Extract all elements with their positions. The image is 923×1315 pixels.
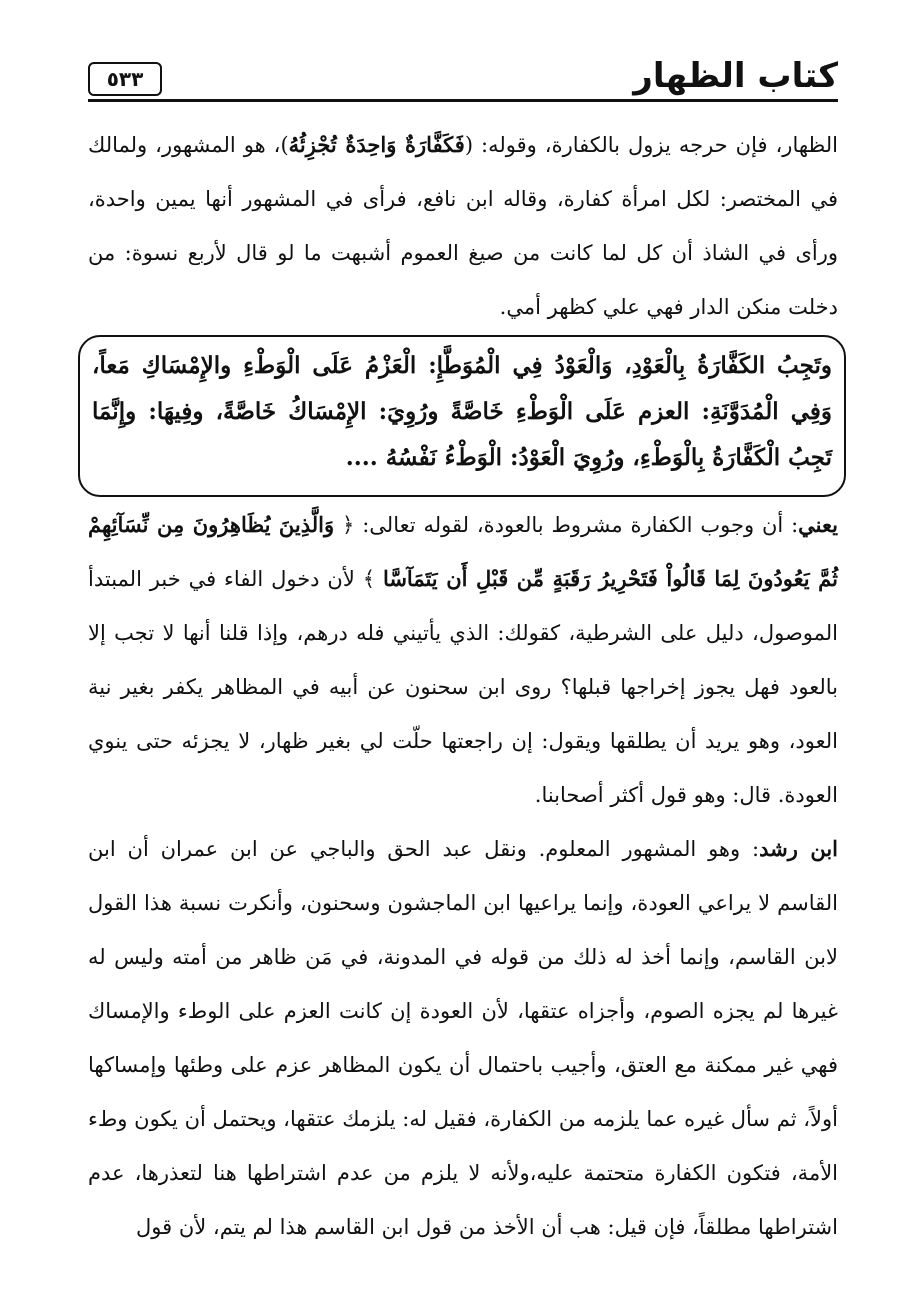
matn-box	[78, 335, 846, 497]
intro-text-after: )، هو المشهور، ولمالك في المختصر: لكل امرأة كفارة، وقاله ابن نافع، فرأى في المشهور أنها يمين واحدة، ورأى في الشاذ أن كل لما كانت من صيغ العموم أشبهت ما لو قال لأربع نسوة: من دخلت منكن الدار فهي علي كظهر أمي.	[88, 133, 838, 319]
page-header	[88, 52, 838, 106]
commentary-text-after-verse: ﴾ لأن دخول الفاء في خبر المبتدأ الموصول، دليل على الشرطية، كقولك: الذي يأتيني فله درهم، وإذا قلنا أنها لا تجب إلا بالعود فهل يجوز إخراجها قبلها؟ روى ابن سحنون عن أبيه في المظاهر يكفر بغير نية العود، وهو يريد أن يطلقها ويقول: إن راجعتها حلّت لي بغير ظهار، لا يجزئه حتى ينوي العودة. قال: وهو قول أكثر أصحابنا.	[88, 567, 838, 807]
intro-quote: فَكَفَّارَةٌ وَاحِدَةٌ تُجْزِئُهُ	[288, 132, 465, 157]
ibn-rushd-lead: ابن رشد	[759, 836, 838, 861]
commentary-paragraph	[88, 498, 838, 822]
commentary-lead: يعني	[798, 512, 838, 537]
ibn-rushd-text: : وهو المشهور المعلوم. ونقل عبد الحق والباجي عن ابن عمران أن ابن القاسم لا يراعي العودة، وإنما يراعيها ابن الماجشون وسحنون، وأنكرت نسبة هذا القول لابن القاسم، وإنما أخذ له ذلك من قوله في المدونة، في مَن ظاهر من أمته وليس له غيرها لم يجزه الصوم، وأجزاه عتقها، لأن العودة إن كانت العزم على الوطء والإمساك فهي غير ممكنة مع العتق، وأجيب باحتمال أن يكون المظاهر عزم على وطئها وإمساكها أولاً، ثم سأل غيره عما يلزمه من الكفارة، فقيل له: يلزمك عتقها، ويحتمل أن يكون وطء الأمة، فتكون الكفارة متحتمة عليه،ولأنه لا يلزم من عدم اشتراطها هنا لتعذرها، عدم اشتراطها مطلقاً، فإن قيل: هب أن الأخذ من قول ابن القاسم هذا لم يتم، لأن قول	[88, 837, 838, 1239]
page-number-box	[88, 62, 162, 96]
commentary-text-before-verse: : أن وجوب الكفارة مشروط بالعودة، لقوله تعالى: ﴿	[334, 513, 799, 537]
ibn-rushd-paragraph	[88, 822, 838, 1254]
quran-verse: وَالَّذِينَ يُظَاهِرُونَ مِن نِّسَآئِهِمْ ثُمَّ يَعُودُونَ لِمَا قَالُواْ فَتَحْرِيرُ رَقَبَةٍ مِّن قَبْلِ أَن يَتَمَآسَّا	[88, 512, 838, 591]
book-title: كتاب الظهار	[633, 56, 838, 96]
header-rule	[88, 99, 838, 102]
page-number: ٥٣٣	[106, 67, 144, 91]
intro-text-before: الظهار، فإن حرجه يزول بالكفارة، وقوله: (	[464, 133, 838, 157]
intro-paragraph	[88, 118, 838, 334]
matn-text: وتَجِبُ الكَفَّارَةُ بِالْعَوْدِ، وَالْعَوْدُ فِي الْمُوَطَّإِ: الْعَزْمُ عَلَى الْوَطْءِ والإِمْسَاكِ مَعاً، وَفِي الْمُدَوَّنَةِ: العزم عَلَى الْوَطْءِ خَاصَّةً ورُوِيَ: الإِمْسَاكُ خَاصَّةً، وفِيهَا: وإِنَّمَا تَجِبُ الْكَفَّارَةُ بِالْوَطْءِ، ورُوِيَ الْعَوْدُ: الْوَطْءُ نَفْسُهُ ....	[92, 352, 832, 471]
